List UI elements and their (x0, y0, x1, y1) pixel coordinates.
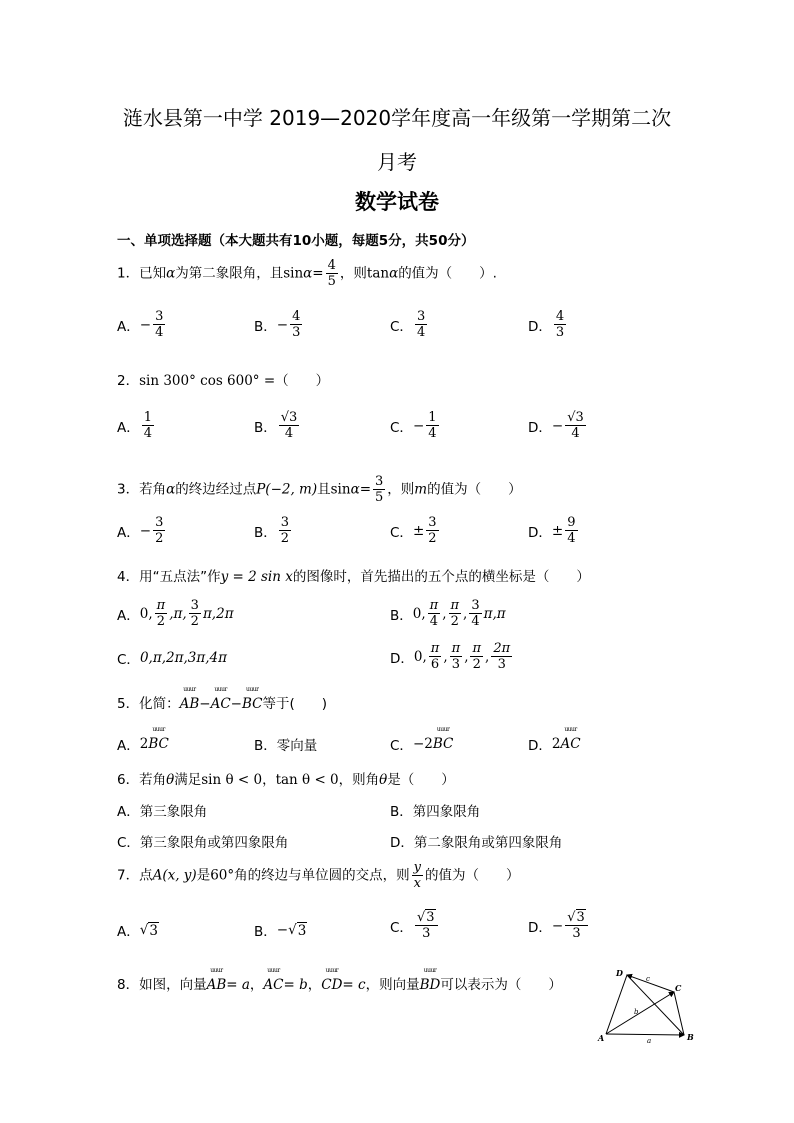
edge-cb (674, 992, 684, 1035)
exam-title-line1: 涟水县第一中学 2019—2020学年度高一年级第一学期第二次 (122, 106, 672, 130)
edge-ab (606, 1034, 684, 1035)
q4-option-c[interactable]: C． 0,π,2π,3π,4π (117, 650, 227, 668)
section-heading: 一、单项选择题（本大题共有10小题，每题5分，共50分） (117, 233, 475, 249)
q7-option-c[interactable]: C． $\frac{√3}{3}$ (390, 910, 440, 941)
q7-option-d[interactable]: D． − $\frac{√3}{3}$ (528, 910, 590, 941)
exam-title-line2: 月考 (377, 150, 417, 174)
question-5: 5．化简：uuur AB−uuur AC−uuur BC等于( ) (117, 692, 327, 712)
label-A: A (598, 1033, 605, 1043)
question-6: 6．若角θ满足sin θ < 0，tan θ < 0，则角θ是（ ） (117, 772, 455, 788)
question-7: 7．点A(x, y)是60°角的终边与单位圆的交点，则 $\frac{y}{x}$ 的值为（ ） (117, 860, 520, 891)
q8-vector-figure (596, 964, 700, 1046)
question-2: 2．sin 300° cos 600° =（ ） (117, 373, 330, 389)
q7-option-a[interactable]: A． √ 3 (117, 922, 158, 940)
q1-option-b[interactable]: B． − $\frac{4}{3}$ (254, 309, 301, 340)
q1-option-d[interactable]: D． $\frac{4}{3}$ (528, 309, 565, 340)
label-b: b (634, 1008, 639, 1016)
label-c: c (646, 975, 650, 983)
q6-option-b[interactable]: B．第四象限角 (390, 804, 481, 820)
q5-option-a[interactable]: A． 2 uuur BC (117, 734, 169, 754)
q5-option-c[interactable]: C． −2 uuur BC (390, 734, 453, 754)
q4-option-b[interactable]: B． 0, $\frac{\pi}{4}$ , $\frac{\pi}{2}$ , $\frac{3}{4}$ π,π (390, 598, 506, 629)
q1-option-a[interactable]: A． − $\frac{3}{4}$ (117, 309, 164, 340)
label-C: C (675, 983, 682, 993)
q3-option-d[interactable]: D． ± $\frac{9}{4}$ (528, 515, 576, 546)
question-3: 3．若角α的终边经过点P(−2, m)且sinα= $\frac{3}{5}$ ，则m的值为（ ） (117, 474, 522, 505)
q6-option-a[interactable]: A．第三象限角 (117, 804, 208, 820)
q3-option-c[interactable]: C． ± $\frac{3}{2}$ (390, 515, 437, 546)
q7-option-b[interactable]: B． − √ 3 (254, 922, 307, 940)
label-a: a (647, 1037, 652, 1045)
q6-option-d[interactable]: D．第二象限角或第四象限角 (390, 835, 563, 851)
q4-option-a[interactable]: A． 0, $\frac{\pi}{2}$ ,π, $\frac{3}{2}$ π,2π (117, 598, 234, 629)
q5-option-b[interactable]: B．零向量 (254, 738, 318, 754)
question-8: 8．如图，向量uuur AB= a，uuur AC= b，uuur CD= c，则向量uuur BD可以表示为（ ） (117, 973, 562, 993)
question-1: 1．已知α为第二象限角，且sinα= $\frac{4}{5}$ ，则tanα的值为（ ）. (117, 258, 497, 289)
q2-option-b[interactable]: B． $\frac{√3}{4}$ (254, 410, 298, 441)
q5-option-d[interactable]: D． 2 uuur AC (528, 734, 581, 754)
question-4: 4．用“五点法”作y = 2 sin x的图像时，首先描出的五个点的横坐标是（ ） (117, 569, 590, 585)
q6-option-c[interactable]: C．第三象限角或第四象限角 (117, 835, 289, 851)
q2-option-a[interactable]: A． $\frac{1}{4}$ (117, 410, 153, 441)
q3-option-b[interactable]: B． $\frac{3}{2}$ (254, 515, 290, 546)
label-B: B (687, 1032, 694, 1042)
q2-option-d[interactable]: D． − $\frac{√3}{4}$ (528, 410, 584, 441)
edge-ac (606, 992, 674, 1034)
fraction: $\frac{4}{5}$ (327, 258, 336, 289)
edge-ad (606, 975, 627, 1034)
exam-subject-title: 数学试卷 (355, 190, 439, 214)
q3-option-a[interactable]: A． − $\frac{3}{2}$ (117, 515, 164, 546)
q4-option-d[interactable]: D． 0, $\frac{\pi}{6}$ , $\frac{\pi}{3}$ , $\frac{\pi}{2}$ , $\frac{2\pi}{3}$ (390, 641, 511, 672)
q1-option-c[interactable]: C． $\frac{3}{4}$ (390, 309, 426, 340)
q2-option-c[interactable]: C． − $\frac{1}{4}$ (390, 410, 437, 441)
label-D: D (616, 968, 623, 978)
edge-cd (627, 975, 674, 992)
